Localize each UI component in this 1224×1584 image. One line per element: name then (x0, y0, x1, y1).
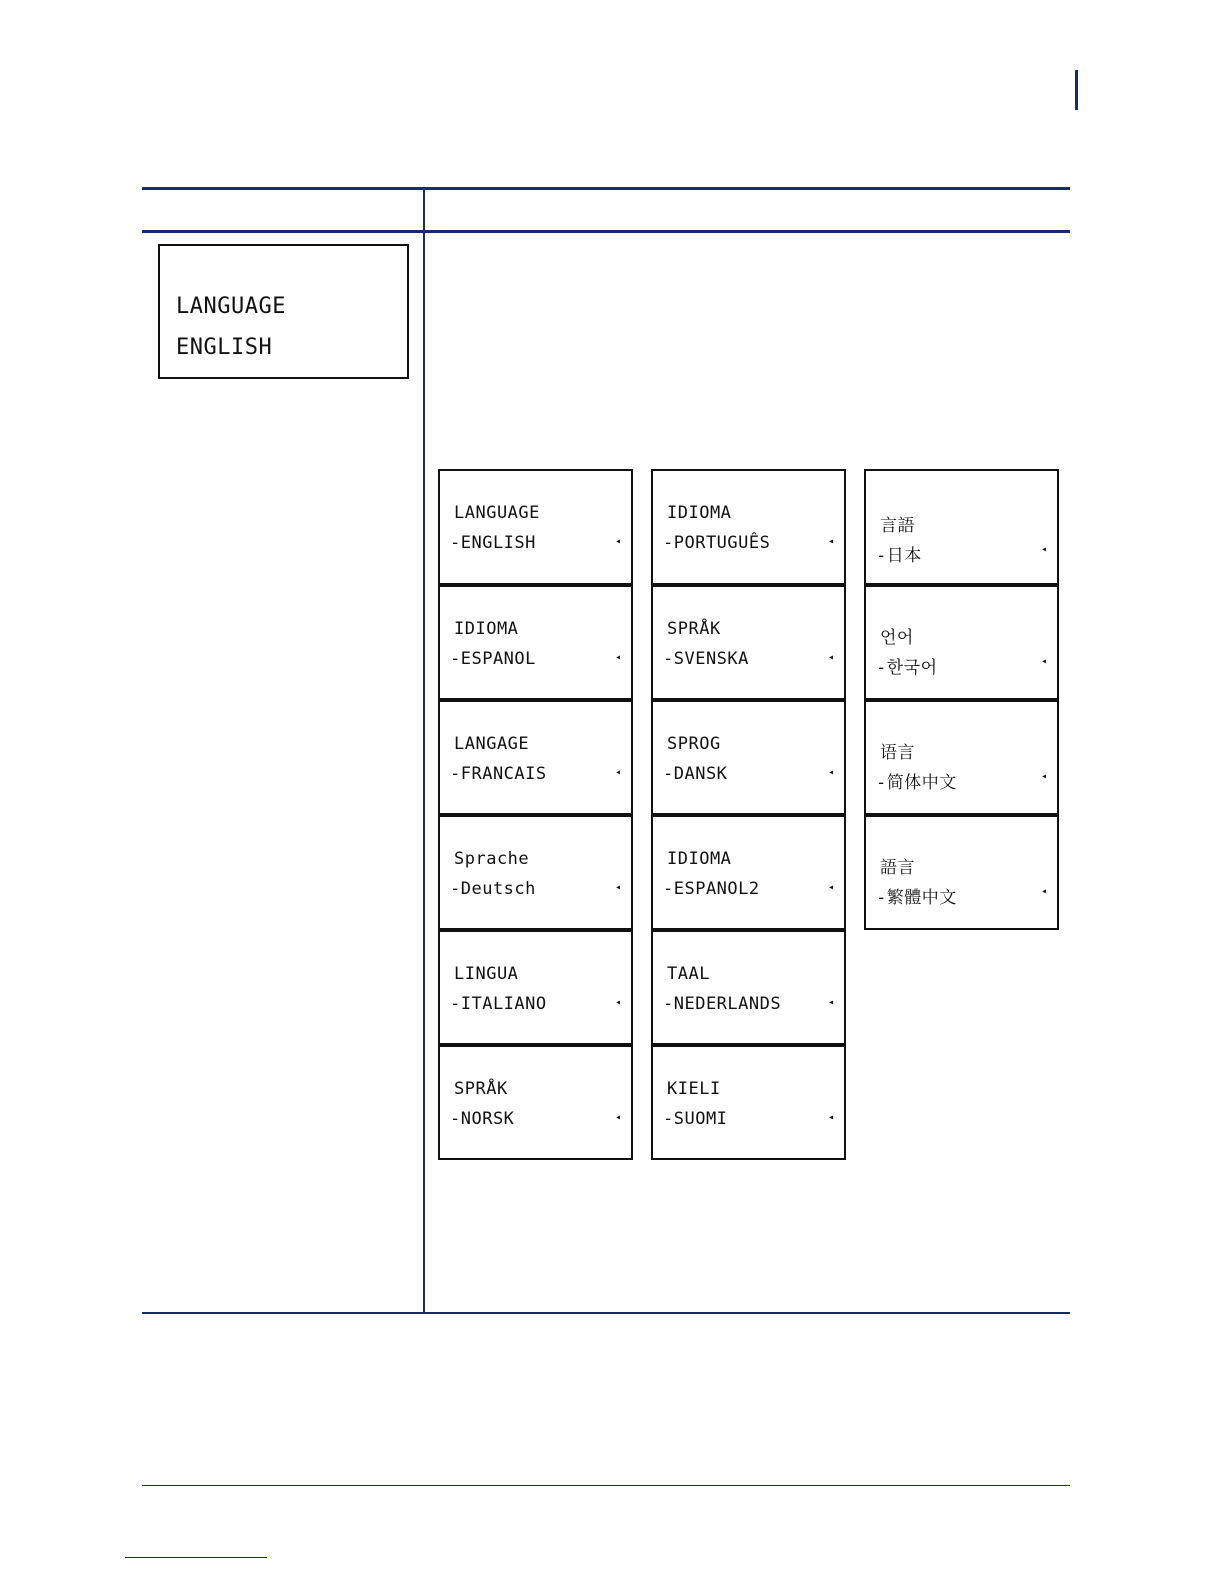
panel-line-1: Sprache (454, 849, 530, 869)
arrow-left-icon: ◂ (1040, 656, 1047, 667)
panel-line-2: -ENGLISH (450, 533, 536, 553)
arrow-left-icon: ◂ (827, 652, 834, 663)
arrow-left-icon: ◂ (614, 997, 621, 1008)
arrow-left-icon: ◂ (827, 767, 834, 778)
language-panel-dansk (651, 700, 846, 815)
lcd-line-1: LANGUAGE (176, 294, 286, 319)
arrow-left-icon: ◂ (1040, 544, 1047, 555)
panel-line-1: 語言 (880, 858, 915, 878)
panel-line-2: -한국어 (876, 658, 938, 678)
language-panel-italiano (438, 930, 633, 1045)
lcd-line-2: ENGLISH (176, 335, 273, 360)
footer-rule (142, 1485, 1070, 1486)
arrow-left-icon: ◂ (1040, 771, 1047, 782)
language-panel-suomi (651, 1045, 846, 1160)
panel-line-2: -NORSK (450, 1109, 515, 1129)
language-panel-francais (438, 700, 633, 815)
arrow-left-icon: ◂ (827, 1112, 834, 1123)
panel-line-1: LANGUAGE (454, 503, 540, 523)
change-bar (1075, 70, 1078, 110)
arrow-left-icon: ◂ (614, 1112, 621, 1123)
language-panel-korean (864, 585, 1059, 700)
language-panel-simplified-chinese (864, 700, 1059, 815)
panel-line-2: -NEDERLANDS (663, 994, 782, 1014)
language-panel-espanol2 (651, 815, 846, 930)
table-top-rule (142, 187, 1070, 190)
panel-line-2: -DANSK (663, 764, 728, 784)
language-panel-espanol (438, 585, 633, 700)
panel-line-2: -ESPANOL (450, 649, 536, 669)
table-header-rule (142, 230, 1070, 233)
panel-line-2: -SVENSKA (663, 649, 749, 669)
arrow-left-icon: ◂ (614, 882, 621, 893)
arrow-left-icon: ◂ (614, 652, 621, 663)
panel-line-2: -Deutsch (450, 879, 536, 899)
language-panel-deutsch (438, 815, 633, 930)
main-lcd-display (158, 244, 409, 379)
footer-link-underline (125, 1557, 267, 1558)
table-column-divider (423, 190, 425, 1314)
panel-line-1: SPRÅK (454, 1079, 508, 1099)
panel-line-1: LINGUA (454, 964, 519, 984)
panel-line-2: -ITALIANO (450, 994, 547, 1014)
language-panel-english (438, 469, 633, 585)
panel-line-2: -FRANCAIS (450, 764, 547, 784)
panel-line-2: -SUOMI (663, 1109, 728, 1129)
panel-line-1: IDIOMA (667, 849, 732, 869)
panel-line-1: 언어 (880, 628, 914, 648)
panel-line-1: LANGAGE (454, 734, 530, 754)
language-panel-norsk (438, 1045, 633, 1160)
arrow-left-icon: ◂ (827, 536, 834, 547)
arrow-left-icon: ◂ (827, 882, 834, 893)
language-panel-traditional-chinese (864, 815, 1059, 930)
panel-line-2: -简体中文 (876, 773, 957, 793)
panel-line-2: -繁體中文 (876, 888, 957, 908)
panel-line-2: -日本 (876, 546, 922, 566)
table-bottom-rule (142, 1312, 1070, 1314)
language-panel-svenska (651, 585, 846, 700)
panel-line-2: -ESPANOL2 (663, 879, 760, 899)
arrow-left-icon: ◂ (614, 767, 621, 778)
arrow-left-icon: ◂ (827, 997, 834, 1008)
language-panel-portugues (651, 469, 846, 585)
language-panel-nederlands (651, 930, 846, 1045)
panel-line-1: KIELI (667, 1079, 721, 1099)
panel-line-1: 语言 (880, 743, 915, 763)
panel-line-1: 言語 (880, 516, 915, 536)
panel-line-1: IDIOMA (667, 503, 732, 523)
panel-line-1: SPRÅK (667, 619, 721, 639)
panel-line-2: -PORTUGUÊS (663, 533, 771, 553)
panel-line-1: TAAL (667, 964, 710, 984)
arrow-left-icon: ◂ (1040, 886, 1047, 897)
panel-line-1: IDIOMA (454, 619, 519, 639)
panel-line-1: SPROG (667, 734, 721, 754)
arrow-left-icon: ◂ (614, 536, 621, 547)
language-panel-japanese (864, 469, 1059, 585)
